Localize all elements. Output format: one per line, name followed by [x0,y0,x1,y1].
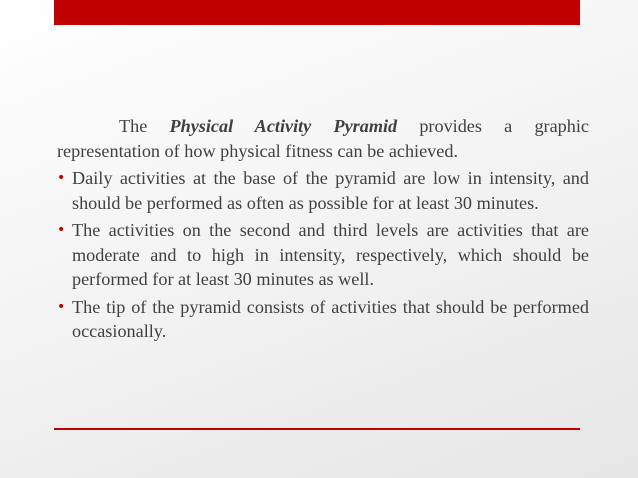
top-accent-band [54,0,580,25]
bullet-text: The activities on the second and third levels are activities that are moderate and to high in intensity, respectively, which should be performed for at least 30 minutes as well. [72,220,589,289]
bullet-icon: • [57,170,66,186]
bullet-icon: • [57,222,66,238]
intro-text-before: The [119,116,170,136]
intro-text-after: provides a graphic representation of how physical fitness can be achieved. [57,116,589,161]
slide-body [57,114,589,347]
intro-paragraph [57,114,589,163]
bullet-text: The tip of the pyramid consists of activities that should be performed occasionally. [72,296,589,341]
bullet-text: Daily activities at the base of the pyramid are low in intensity, and should be performed as often as possible for at least 30 minutes. [72,168,589,213]
bullet-item [57,166,589,215]
intro-emphasis: Physical Activity Pyramid [169,116,398,136]
bullet-icon: • [57,298,66,315]
bullet-item [57,218,589,292]
bottom-accent-rule [54,428,580,430]
bullet-item [57,295,589,344]
bullet-list [57,166,589,344]
